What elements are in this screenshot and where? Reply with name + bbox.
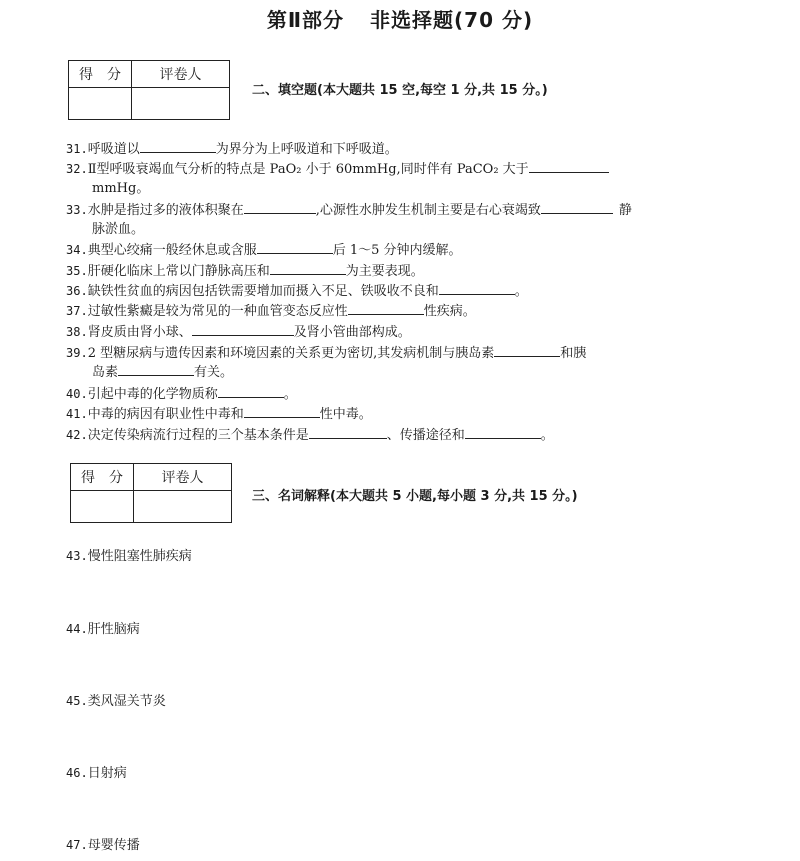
question-43: 43.慢性阻塞性肺疾病 bbox=[66, 549, 192, 564]
question-35: 35.肝硬化临床上常以门静脉高压和 为主要表现。 bbox=[66, 264, 424, 279]
answer-blank[interactable] bbox=[244, 201, 316, 214]
answer-blank[interactable] bbox=[270, 262, 346, 275]
answer-blank[interactable] bbox=[218, 385, 284, 398]
answer-blank[interactable] bbox=[541, 201, 613, 214]
title-part: 第Ⅱ部分 bbox=[266, 8, 345, 32]
question-38: 38.肾皮质由肾小球、 及肾小管曲部构成。 bbox=[66, 325, 411, 340]
question-36: 36.缺铁性贫血的病因包括铁需要增加而摄入不足、铁吸收不良和 。 bbox=[66, 284, 528, 299]
question-34: 34.典型心绞痛一般经休息或含服 后 1～5 分钟内缓解。 bbox=[66, 243, 462, 258]
answer-blank[interactable] bbox=[244, 405, 320, 418]
answer-blank[interactable] bbox=[309, 426, 387, 439]
answer-blank[interactable] bbox=[529, 160, 609, 173]
question-39: 39.2 型糖尿病与遗传因素和环境因素的关系更为密切,其发病机制与胰岛素 和胰 bbox=[66, 346, 587, 361]
answer-blank[interactable] bbox=[348, 302, 424, 315]
answer-blank[interactable] bbox=[192, 323, 294, 336]
question-47: 47.母婴传播 bbox=[66, 838, 140, 853]
question-41: 41.中毒的病因有职业性中毒和 性中毒。 bbox=[66, 407, 372, 422]
answer-blank[interactable] bbox=[494, 344, 560, 357]
grader-cell[interactable] bbox=[132, 88, 230, 120]
grader-label: 评卷人 bbox=[134, 464, 232, 491]
answer-blank[interactable] bbox=[118, 363, 194, 376]
score-cell[interactable] bbox=[71, 491, 134, 523]
section-2-heading: 二、填空题(本大题共 15 空,每空 1 分,共 15 分。) bbox=[252, 83, 548, 98]
question-44: 44.肝性脑病 bbox=[66, 622, 140, 637]
question-33-cont: 脉淤血。 bbox=[92, 222, 145, 237]
question-42: 42.决定传染病流行过程的三个基本条件是 、传播途径和 。 bbox=[66, 428, 554, 443]
answer-blank[interactable] bbox=[465, 426, 541, 439]
question-32-cont: mmHg。 bbox=[92, 181, 150, 196]
page-title bbox=[0, 4, 800, 33]
score-table-2 bbox=[70, 463, 232, 523]
question-31: 31.呼吸道以 为界分为上呼吸道和下呼吸道。 bbox=[66, 142, 398, 157]
section-3-heading: 三、名词解释(本大题共 5 小题,每小题 3 分,共 15 分。) bbox=[252, 489, 578, 504]
question-40: 40.引起中毒的化学物质称 。 bbox=[66, 387, 297, 402]
question-33: 33.水肿是指过多的液体积聚在 ,心源性水肿发生机制主要是右心衰竭致 静 bbox=[66, 203, 632, 218]
question-45: 45.类风湿关节炎 bbox=[66, 694, 166, 709]
score-label: 得 分 bbox=[71, 464, 134, 491]
answer-blank[interactable] bbox=[140, 140, 216, 153]
question-32: 32.Ⅱ型呼吸衰竭血气分析的特点是 PaO₂ 小于 60mmHg,同时伴有 PaCO₂ 大于 bbox=[66, 159, 609, 180]
score-cell[interactable] bbox=[69, 88, 132, 120]
title-rest: 非选择题(70 分) bbox=[370, 8, 534, 32]
answer-blank[interactable] bbox=[439, 282, 515, 295]
question-46: 46.日射病 bbox=[66, 766, 127, 781]
question-39-cont: 岛素 有关。 bbox=[92, 365, 234, 380]
score-label: 得 分 bbox=[69, 61, 132, 88]
grader-cell[interactable] bbox=[134, 491, 232, 523]
question-37: 37.过敏性紫癜是较为常见的一种血管变态反应性 性疾病。 bbox=[66, 304, 476, 319]
answer-blank[interactable] bbox=[257, 241, 333, 254]
score-table-1 bbox=[68, 60, 230, 120]
grader-label: 评卷人 bbox=[132, 61, 230, 88]
